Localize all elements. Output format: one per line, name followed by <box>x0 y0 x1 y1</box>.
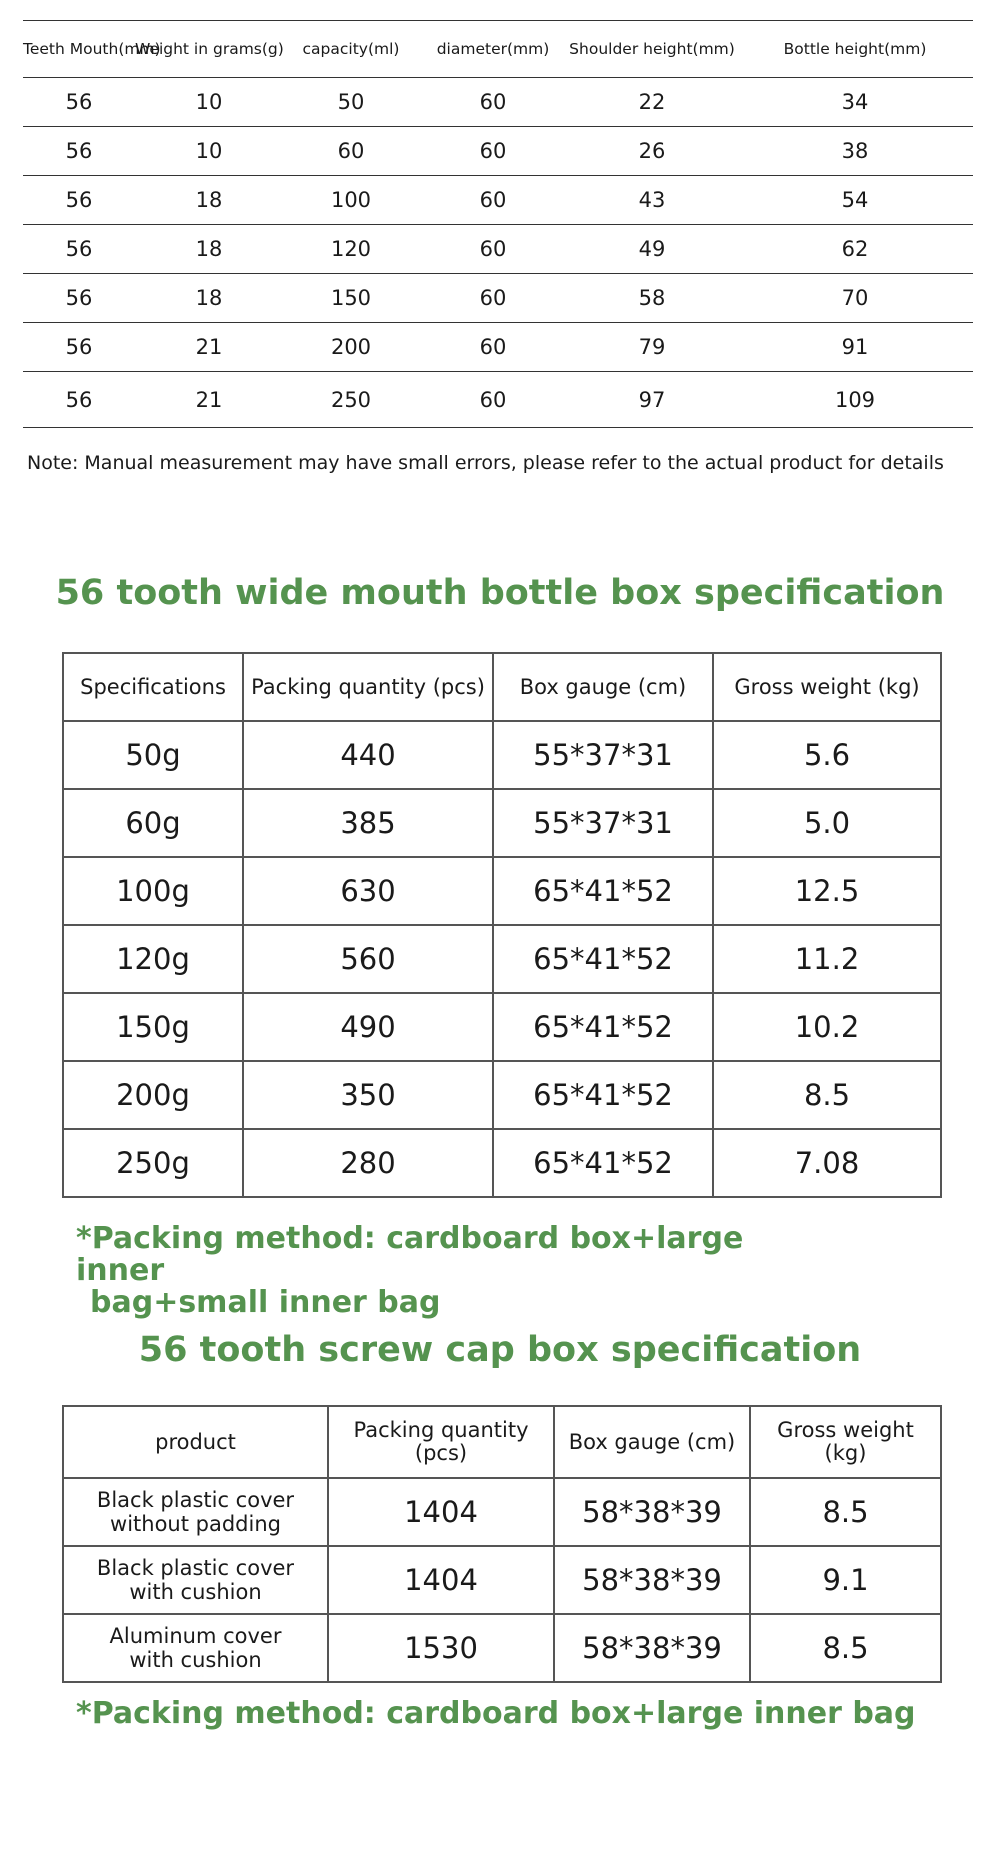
table-cell: 49 <box>567 225 737 274</box>
cap-packing-method: *Packing method: cardboard box+large inner bag <box>76 1696 916 1731</box>
table-cell: 10 <box>135 127 283 176</box>
table-cell: 109 <box>737 372 973 428</box>
bottle-box-spec-title: 56 tooth wide mouth bottle box specification <box>55 573 945 613</box>
bottle-packing-method <box>76 1223 796 1319</box>
table-cell: 1530 <box>328 1614 554 1682</box>
column-header: Bottle height(mm) <box>737 21 973 78</box>
table-cell: 58*38*39 <box>554 1478 750 1546</box>
table-header-row <box>63 1406 941 1478</box>
header-line: Box gauge (cm) <box>568 1429 736 1454</box>
table-cell: 58 <box>567 274 737 323</box>
header-line: Gross weight <box>777 1418 914 1442</box>
table-cell: 18 <box>135 176 283 225</box>
table-cell: 56 <box>23 372 135 428</box>
column-header: Shoulder height(mm) <box>567 21 737 78</box>
table-cell: 55*37*31 <box>493 721 713 789</box>
table-cell: 385 <box>243 789 493 857</box>
table-row <box>23 372 973 428</box>
column-header: Packing quantity (pcs) <box>243 653 493 721</box>
column-header <box>554 1406 750 1478</box>
table-cell: 56 <box>23 225 135 274</box>
table-cell: 21 <box>135 323 283 372</box>
bottle-box-spec-table <box>62 652 942 1198</box>
table-cell: 250g <box>63 1129 243 1197</box>
column-header: capacity(ml) <box>283 21 419 78</box>
column-header <box>750 1406 941 1478</box>
table-cell: 8.5 <box>713 1061 941 1129</box>
table-cell: 62 <box>737 225 973 274</box>
table-row <box>63 993 941 1061</box>
column-header: Weight in grams(g) <box>135 21 283 78</box>
column-header: Box gauge (cm) <box>493 653 713 721</box>
table-cell: 60 <box>419 78 567 127</box>
table-cell: 56 <box>23 127 135 176</box>
table-cell: 21 <box>135 372 283 428</box>
table-cell: 1404 <box>328 1546 554 1614</box>
table-cell: 65*41*52 <box>493 1129 713 1197</box>
table-cell: 490 <box>243 993 493 1061</box>
table-cell: 5.0 <box>713 789 941 857</box>
table-cell: 12.5 <box>713 857 941 925</box>
table-cell: 91 <box>737 323 973 372</box>
table-row <box>23 274 973 323</box>
screw-cap-spec-title: 56 tooth screw cap box specification <box>138 1330 862 1370</box>
table-cell: 60 <box>419 127 567 176</box>
table-cell: 1404 <box>328 1478 554 1546</box>
table-row <box>23 176 973 225</box>
table-cell: 58*38*39 <box>554 1546 750 1614</box>
table-cell: 60 <box>419 274 567 323</box>
table-row <box>23 78 973 127</box>
table-row <box>63 789 941 857</box>
table-cell: 440 <box>243 721 493 789</box>
product-line: Black plastic cover <box>96 1488 295 1512</box>
table-row <box>63 1129 941 1197</box>
table-cell: 200 <box>283 323 419 372</box>
table-cell: 18 <box>135 225 283 274</box>
table-header-row <box>23 21 973 78</box>
table-cell: 56 <box>23 274 135 323</box>
table-row <box>63 1614 941 1682</box>
table-cell: 100 <box>283 176 419 225</box>
measurement-note: Note: Manual measurement may have small errors, please refer to the actual product for details <box>27 452 944 474</box>
table-header-row <box>63 653 941 721</box>
table-row <box>23 127 973 176</box>
table-cell: 100g <box>63 857 243 925</box>
product-cell <box>63 1614 328 1682</box>
table-cell: 56 <box>23 78 135 127</box>
table-row <box>63 1546 941 1614</box>
bottle-dimensions-table <box>23 20 973 428</box>
table-cell: 56 <box>23 176 135 225</box>
table-cell: 34 <box>737 78 973 127</box>
column-header: diameter(mm) <box>419 21 567 78</box>
table-cell: 38 <box>737 127 973 176</box>
table-cell: 150g <box>63 993 243 1061</box>
header-line: (pcs) <box>414 1441 468 1465</box>
table-cell: 250 <box>283 372 419 428</box>
table-cell: 70 <box>737 274 973 323</box>
column-header: Teeth Mouth(mm) <box>23 21 135 78</box>
table-cell: 10 <box>135 78 283 127</box>
column-header <box>328 1406 554 1478</box>
table-cell: 97 <box>567 372 737 428</box>
table-cell: 150 <box>283 274 419 323</box>
table-cell: 43 <box>567 176 737 225</box>
table-cell: 560 <box>243 925 493 993</box>
table-cell: 60 <box>419 372 567 428</box>
table-cell: 65*41*52 <box>493 993 713 1061</box>
table-cell: 60 <box>419 323 567 372</box>
packing-line: *Packing method: cardboard box+large inner <box>76 1221 744 1288</box>
table-cell: 8.5 <box>750 1614 941 1682</box>
table-cell: 50g <box>63 721 243 789</box>
column-header: Gross weight (kg) <box>713 653 941 721</box>
packing-line: bag+small inner bag <box>90 1285 441 1320</box>
table-cell: 54 <box>737 176 973 225</box>
table-row <box>63 857 941 925</box>
product-line: without padding <box>110 1512 281 1536</box>
table-row <box>63 1061 941 1129</box>
header-line: (kg) <box>824 1441 867 1465</box>
table-cell: 9.1 <box>750 1546 941 1614</box>
table-cell: 7.08 <box>713 1129 941 1197</box>
table-cell: 630 <box>243 857 493 925</box>
product-cell <box>63 1478 328 1546</box>
table-cell: 55*37*31 <box>493 789 713 857</box>
table-row <box>23 323 973 372</box>
table-cell: 120 <box>283 225 419 274</box>
table-cell: 18 <box>135 274 283 323</box>
column-header: Specifications <box>63 653 243 721</box>
product-line: with cushion <box>129 1580 262 1604</box>
table-row <box>23 225 973 274</box>
table-row <box>63 1478 941 1546</box>
table-cell: 10.2 <box>713 993 941 1061</box>
table-cell: 60g <box>63 789 243 857</box>
table-cell: 79 <box>567 323 737 372</box>
table-cell: 60 <box>283 127 419 176</box>
product-line: Black plastic cover <box>96 1556 295 1580</box>
header-line: Packing quantity <box>353 1418 529 1442</box>
screw-cap-spec-table <box>62 1405 942 1683</box>
table-cell: 120g <box>63 925 243 993</box>
table-cell: 22 <box>567 78 737 127</box>
table-cell: 350 <box>243 1061 493 1129</box>
table-cell: 8.5 <box>750 1478 941 1546</box>
header-line: product <box>155 1429 236 1454</box>
table-cell: 58*38*39 <box>554 1614 750 1682</box>
table-cell: 56 <box>23 323 135 372</box>
table-cell: 65*41*52 <box>493 925 713 993</box>
table-cell: 65*41*52 <box>493 1061 713 1129</box>
product-line: with cushion <box>129 1648 262 1672</box>
table-row <box>63 925 941 993</box>
table-cell: 65*41*52 <box>493 857 713 925</box>
table-cell: 200g <box>63 1061 243 1129</box>
table-cell: 26 <box>567 127 737 176</box>
table-cell: 60 <box>419 225 567 274</box>
product-line: Aluminum cover <box>109 1624 282 1648</box>
table-cell: 11.2 <box>713 925 941 993</box>
column-header <box>63 1406 328 1478</box>
table-row <box>63 721 941 789</box>
product-cell <box>63 1546 328 1614</box>
table-cell: 50 <box>283 78 419 127</box>
table-cell: 5.6 <box>713 721 941 789</box>
table-cell: 60 <box>419 176 567 225</box>
table-cell: 280 <box>243 1129 493 1197</box>
